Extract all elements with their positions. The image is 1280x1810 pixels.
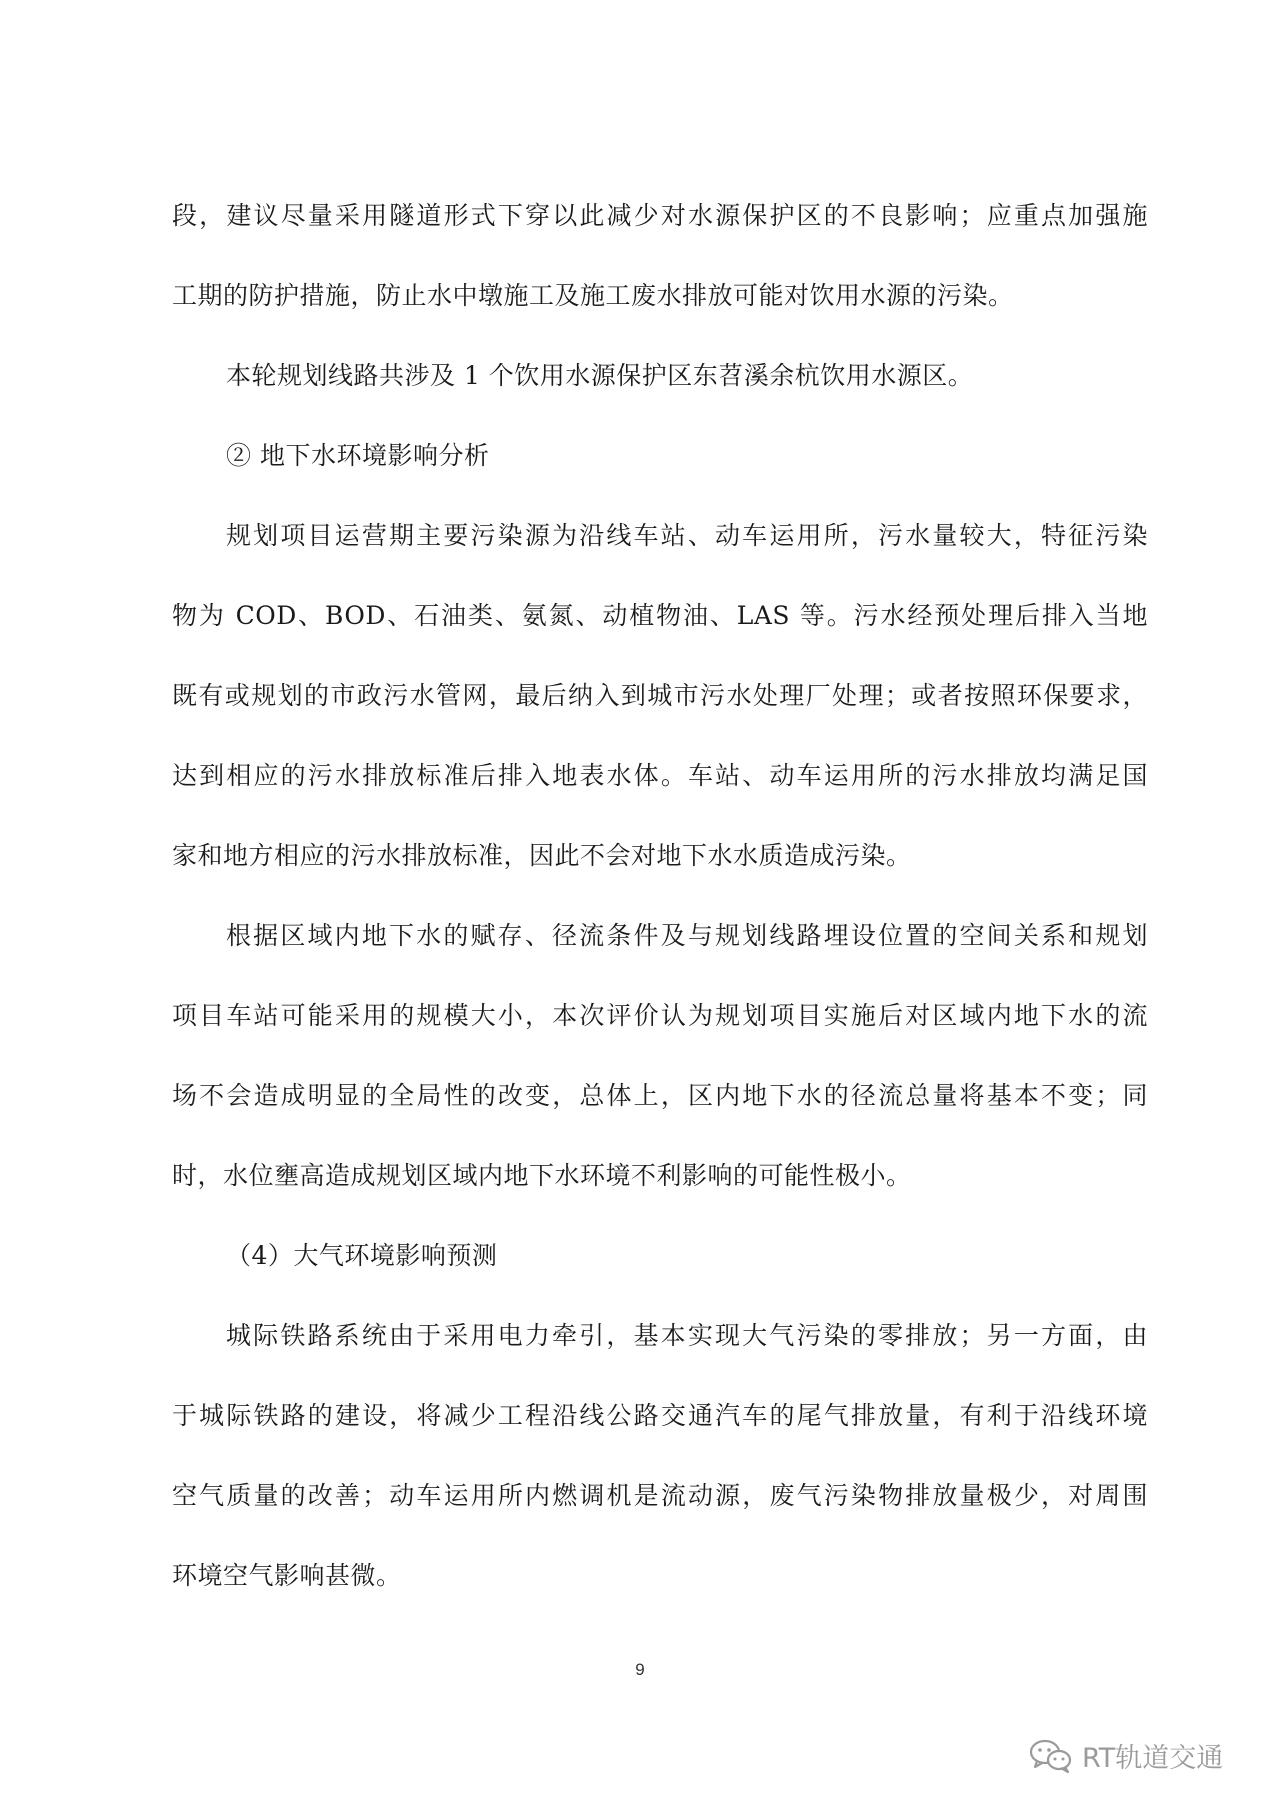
- paragraph-line: 既有或规划的市政污水管网，最后纳入到城市污水处理厂处理；或者按照环保要求，: [172, 681, 1148, 710]
- watermark: [1028, 1736, 1223, 1775]
- paragraph-line: 家和地方相应的污水排放标准，因此不会对地下水水质造成污染。: [172, 841, 912, 870]
- section-heading: ② 地下水环境影响分析: [226, 441, 490, 470]
- paragraph-line: 段，建议尽量采用隧道形式下穿以此减少对水源保护区的不良影响；应重点加强施: [172, 201, 1148, 230]
- paragraph-line: 根据区域内地下水的赋存、径流条件及与规划线路埋设位置的空间关系和规划: [226, 921, 1148, 950]
- section-heading: （4）大气环境影响预测: [226, 1241, 498, 1270]
- paragraph-line: 时，水位壅高造成规划区域内地下水环境不利影响的可能性极小。: [172, 1161, 912, 1190]
- paragraph-line: 空气质量的改善；动车运用所内燃调机是流动源，废气污染物排放量极少，对周围: [172, 1481, 1148, 1510]
- paragraph-line: 于城际铁路的建设，将减少工程沿线公路交通汽车的尾气排放量，有利于沿线环境: [172, 1401, 1148, 1430]
- paragraph-line: 规划项目运营期主要污染源为沿线车站、动车运用所，污水量较大，特征污染: [226, 521, 1148, 550]
- paragraph-line: 本轮规划线路共涉及 1 个饮用水源保护区东苕溪余杭饮用水源区。: [226, 361, 974, 390]
- paragraph-line: 环境空气影响甚微。: [172, 1561, 402, 1590]
- paragraph-line: 场不会造成明显的全局性的改变，总体上，区内地下水的径流总量将基本不变；同: [172, 1081, 1148, 1110]
- paragraph-line: 城际铁路系统由于采用电力牵引，基本实现大气污染的零排放；另一方面，由: [226, 1321, 1148, 1350]
- wechat-icon: [1028, 1738, 1074, 1774]
- paragraph-line: 项目车站可能采用的规模大小，本次评价认为规划项目实施后对区域内地下水的流: [172, 1001, 1148, 1030]
- paragraph-line: 工期的防护措施，防止水中墩施工及施工废水排放可能对饮用水源的污染。: [172, 281, 1014, 310]
- page-number: 9: [635, 1660, 645, 1679]
- paragraph-line: 物为 COD、BOD、石油类、氨氮、动植物油、LAS 等。污水经预处理后排入当地: [172, 601, 1148, 630]
- watermark-text: RT轨道交通: [1082, 1743, 1224, 1774]
- paragraph-line: 达到相应的污水排放标准后排入地表水体。车站、动车运用所的污水排放均满足国: [172, 761, 1148, 790]
